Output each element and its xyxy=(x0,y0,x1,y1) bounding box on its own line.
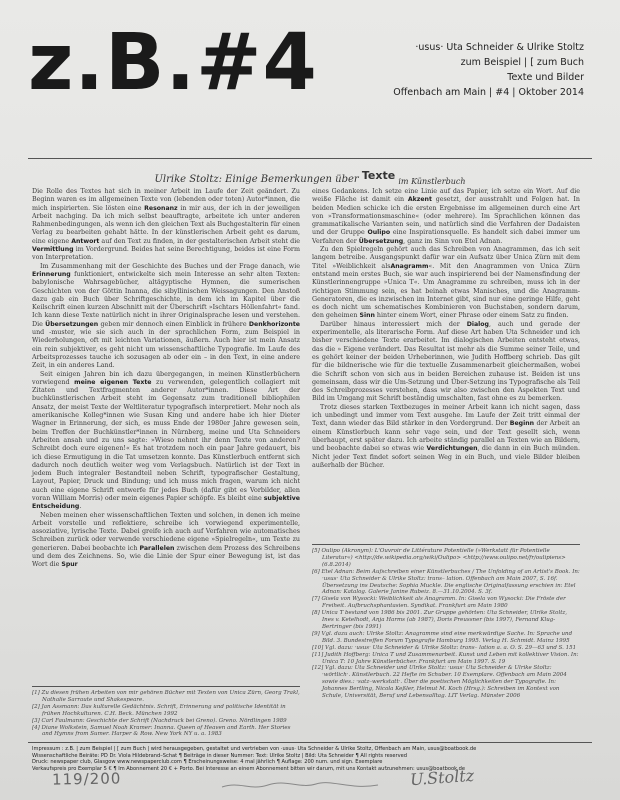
masthead-line-issue: Offenbach am Main | #4 | Oktober 2014 xyxy=(393,87,584,98)
masthead-brand: z.B.#4 xyxy=(28,18,318,108)
text-column-right xyxy=(312,188,580,470)
imprint-line: Wissenschaftliche Beiräte: PD Dr. Viola Hildebrand–Schat ¶ Beiträge in dieser Nummer: Text: Ulrike Stoltz | Bild: Uta Schneider ¶ All rights reserved xyxy=(32,752,407,759)
paragraph: Zu den Spielregeln gehört auch das Schreiben von Anagrammen, das ich seit langem betreibe. Ausgangspunkt dafür war ein Aufsatz über Unica Zürn mit dem Titel »Weiblichkeit alsAnagramm«. Mit den Anagrammen von Unica Zürn entstand mein erstes Buch, sie war auch inspirierend bei der Namensfindung der Künstlerinnengruppe »Unica T«. Um Anagramme zu schreiben, muss ich in der richtigen Stimmung sein, es hat beinah etwas Manisches, und die Anagramm-Generatoren, die es inzwischen im Internet gibt, sind nur eine geringe Hilfe, geht es doch nicht um schematisches Kombinieren von Buchstaben, sondern darum, den geheimen Sinn hinter einem Wort, einer Phrase oder einem Satz zu finden. xyxy=(312,246,581,320)
footnote: [7] Gisela von Wysocki: Weiblichkeit als Anagramm. In: Gisela von Wysocki: Die Fröste der Freiheit. Aufbruchsphantasien. Syndikat. Frankfurt am Main 1980 xyxy=(312,596,566,610)
masthead-line-series: zum Beispiel | [ zum Buch xyxy=(460,57,584,68)
masthead-info xyxy=(354,40,584,100)
footnote: [9] Vgl. dazu auch: Ulrike Stoltz: Anagramme sind eine merkwürdige Sache. In: Sprache und Bild. 3. Bundestreffen Forum Typografie Hamburg 1995. Verlag H. Schmidt. Mainz 1995 xyxy=(312,630,573,644)
paragraph: Trotz dieses starken Textbezuges in meiner Arbeit kann ich nicht sagen, dass ich unbedingt und immer vom Text ausgehe. Im Laufe der Zeit tritt einmal der Text, dann wieder das Bild stärker in den Vordergrund. Der Beginn der Arbeit an einem Künstlerbuch kann sehr vage sein, und der Text gesellt sich, wenn überhaupt, erst später dazu. Ich arbeite ständig parallel an Texten wie an Bildern, und beobachte dabei so etwas wie Verdichtungen, die dann in ein Buch münden. Nicht jeder Text findet sofort seinen Weg in ein Buch, und viele Bilder bleiben außerhalb der Bücher. xyxy=(312,403,580,469)
footnotes-left xyxy=(32,690,300,738)
title-pre: Ulrike Stoltz: Einige Bemerkungen über xyxy=(154,174,359,185)
footnotes-right xyxy=(312,548,580,700)
footnote: [8] Unica T bestand von 1986 bis 2001. Zur Gruppe gehörten: Uta Schneider, Ulrike Stoltz, Ines v. Ketelhodt, Anja Harms (ab 1987), Doris Preussner (bis 1997), Fernand Klug-Bertringer (bis 1991) xyxy=(312,610,568,630)
imprint-line: Impressum : z.B. | zum Beispiel | [ zum Buch | wird herausgegeben, gestaltet und vertrieben von ·usus· Uta Schneider & Ulrike Stoltz, Offenbach am Main, usus@boatbook.de xyxy=(32,746,477,752)
footnote: [12] Vgl. dazu: Uta Schneider und Ulrike Stoltz: ·usus· Uta Schneider & Ulrike Stoltz: ·wörtlich·. Künstlerbuch. 22 Hefte im Schuber. 10 Exemplare. Offenbach am Main 2004 sowie dies.: ·satz–werkstatt·. Über die poetischen Möglichkeiten der Typografie. In: Johannes Bertling, Nicola Keßler, Helmut M. Koch (Hrsg.): Schreiben im Kontext von Schule, Universität, Beruf und Lebensalltag. LIT Verlag. Münster 2006 xyxy=(312,665,567,700)
pencil-scribble xyxy=(220,779,380,793)
paragraph: Im Zusammenhang mit der Geschichte des Buches und der Frage danach, wie Erinnerung funktioniert, entwickelte sich mein Interesse an sehr alten Texten: babylonische Wahrsagebücher, altägyptische Hymnen, die sumerischen Geschichten von der Göttin Inanna, die sibyllinischen Weissagungen. Den Anstoß dazu gab ein Buch über Schriftgeschichte, in dem ich im Kapitel über die Keilschrift einen kurzen Abschnitt mit der Überschrift »Ischtars Höllenfahrt« fand. Ich kann diese Texte natürlich nicht in ihrer Originalsprache lesen und verstehen. Die Übersetzungen geben mir dennoch einen Einblick in frühere Denkhorizonte und -muster, wie sie sich auch in der sprachlichen Form, zum Beispiel in Wiederholungen, oft mit leichten Variationen, äußern. Auch hier ist mein Ansatz ein rein subjektiver, es geht nicht um wissenschaftliche Typografie. Im Laufe des Arbeitsprozesses tauche ich sozusagen ab oder ein – in den Text, in eine andere Zeit, in ein anderes Land. xyxy=(32,262,300,370)
text-column-left xyxy=(32,188,300,570)
paragraph: Die Rolle des Textes hat sich in meiner Arbeit im Laufe der Zeit geändert. Zu Beginn waren es im allgemeinen Texte von (lebenden oder toten) Autor*innen, die mich inspirierten. Sie lösten eine Resonanz in mir aus, der ich in der jeweiligen Arbeit nachging. Da ich mich selbst beauftragte, arbeitete ich unter anderen Rahmenbedingungen, als wenn ich den gleichen Text als Buchgestalterin für einen Verlag zu bearbeiten gehabt hätte. In der künstlerischen Arbeit geht es darum, eine eigene Antwort auf den Text zu finden, in der gestalterischen Arbeit steht die Vermittlung im Vordergrund. Beides hat seine Berechtigung, beides ist eine Form von Interpretation. xyxy=(32,188,300,262)
footnote-rule-right xyxy=(312,544,580,545)
footnote: [1] Zu diesen frühen Arbeiten von mir gehören Bücher mit Texten von Unica Zürn, Georg Trakl, Nathalie Sarraute und Shakespeare. xyxy=(32,690,300,703)
footnote: [6] Etel Adnan: Beim Aufschreiben einer Künstlerbuches / The Unfolding of an Artist's Book. In: ·usus· Uta Schneider & Ulrike Stoltz: trans– lation. Offenbach am Main 2007, S. 16f. Übersetzung ins Deutsche: Sophia Muckle. Die englische Originalfassung erschien in: Etel Adnan: Katalog. Galerie Janine Rubeiz. 8.—31.10.2004. S. 3f. xyxy=(312,568,580,596)
footnote: [10] Vgl. dazu: ·usus· Uta Schneider & Ulrike Stoltz: trans– lation a. a. O. S. 29—63 und S. 151 xyxy=(312,644,577,651)
header-rule xyxy=(28,158,592,159)
paragraph: Neben meinen eher wissenschaftlichen Texten und solchen, in denen ich meine Arbeit vorstelle und reflektiere, schreibe ich vorwiegend experimentelle, assoziative, lyrische Texte. Dabei greife ich auch auf Verfahren wie automatisches Schreiben zurück oder verwende verschiedene eigene »Spielregeln«, um Texte zu generieren. Dabei beobachte ich Parallelen zwischen dem Prozess des Schreibens und dem des Zeichnens. So, wie die Linie der Spur einer Bewegung ist, ist das Wort die Spur xyxy=(32,511,300,569)
footnote-rule-left xyxy=(32,686,300,687)
imprint-line: Verkaufspreis pro Exemplar 5 € ¶ Im Abonnement 20 € + Porto. Bei Interesse an einem Abonnement bitten wir darum, mit uns Kontakt aufzunehmen: usus@boatbook.de xyxy=(32,765,466,772)
imprint xyxy=(32,746,588,772)
title-post: im Künstlerbuch xyxy=(398,177,466,186)
footnote: [3] Carl Faulmann: Geschichte der Schrift (Nachdruck bei Greno). Greno. Nördlingen 1989 xyxy=(32,717,287,724)
paragraph: Seit einigen Jahren bin ich dazu übergegangen, in meinen Künstlerbüchern vorwiegend meine eigenen Texte zu verwenden, gelegentlich collagiert mit Zitaten und Textfragmenten anderer Autor*innen. Diese Art der buchkünstlerischen Arbeit steht im Gegensatz zum traditionell bibliophilen Ansatz, der meist Texte der Weltliteratur typografisch interpretiert. Mehr noch als amerikanische Kolleg*innen wie Susan King und andere habe ich hier Dieter Wagner in Erinnerung, der sich, es muss Ende der 1980er Jahre gewesen sein, beim Treffen der Buchkünstler*innen in Nürnberg, meine und Uta Schneiders Arbeiten ansah und zu uns sagte: »Wieso nehmt ihr denn Texte von anderen? Schreibt doch eure eigenen!« Es hat trotzdem noch ein paar Jahre gedauert, bis ich diese Ermutigung in die Tat umsetzen konnte. Das Künstlerbuch entfernt sich dadurch noch deutlich weiter weg vom Verlagsbuch. Natürlich ist der Text in jedem Buch integraler Bestandteil neben Schrift, typografischer Gestaltung, Layout, Papier, Druck und Bindung; und ich muss mich fragen, warum ich nicht auch eine eigene Schrift entwerfe für jedes Buch (dafür gibt es Vorbilder, allen voran William Morris) oder mein eigenes Papier schöpfe. Es bleibt eine subjektive Entscheidung. xyxy=(32,370,300,511)
masthead-line-subtitle: Texte und Bilder xyxy=(507,72,584,83)
paragraph: Darüber hinaus interessiert mich der Dialog, auch und gerade der experimentelle, als literarische Form. Auf diese Art haben Uta Schneider und ich bisher verschiedene Texte erarbeitet. Im dialogischen Arbeiten entsteht etwas, das die » Eigene verändert. Das Resultat ist mehr als die Summe seiner Teile, und es gehört keiner der beiden Urheberinnen, wie Judith Hoffberg schrieb. Das gilt für die bildnerische wie für die textuelle Zusammenarbeit gleichermaßen, wobei die Schrift schon von sich aus in beiden Bereichen zuhause ist. Beiden ist uns gemeinsam, dass wir die Um-Setzung und Über-Setzung ins Typografische als Teil des Schreibprozesses verstehen, dass wir also zwischen den Aspekten Text und Bild im Umgang mit Schrift beständig umschalten, fast ohne es zu bemerken. xyxy=(312,320,580,403)
footnote: [11] Judith Hoffberg: Unica T und Zusammenarbeit. Kunst und Leben mit kollektiver Vision. In: Unica T: 10 Jahre Künstlerbücher. Frankfurt am Main 1997. S. 19 xyxy=(312,651,579,665)
footnote: [2] Jan Assmann: Das kulturelle Gedächtnis. Schrift, Erinnerung und politische Identität in frühen Hochkulturen. C.H. Beck. München 1992 xyxy=(32,703,286,717)
imprint-rule xyxy=(28,742,592,743)
footnote: [4] Diane Wolkstein, Samuel Noah Kramer: Inanna. Queen of Heaven and Earth. Her Stories and Hymns from Sumer. Harper & Row. New York NY u. a. 1983 xyxy=(32,724,291,738)
masthead-line-publisher: ·usus· Uta Schneider & Ulrike Stoltz xyxy=(415,42,584,53)
paragraph: eines Gedankens. Ich setze eine Linie auf das Papier, ich setze ein Wort. Auf die weiße Fläche ist damit ein Akzent gesetzt, der ausstrahlt und Folgen hat. In beiden Medien schicke ich die ersten Ergebnisse im allgemeinen durch eine Art von »Transformationsmaschine« (oder mehrere). Im Sprachlichen können das grammatikalische Varianten sein, und natürlich sind die Verfahren der Dadaisten und der Gruppe Oulipo eine Inspirationsquelle. Es handelt sich dabei immer um Verfahren der Übersetzung, ganz im Sinn von Etel Adnan. xyxy=(312,188,580,245)
edition-number-handwritten: 119/200 xyxy=(51,769,122,789)
imprint-line: Druck: newspaper club, Glasgow www.newspaperclub.com ¶ Erscheinungsweise: 4 mal jährlich ¶ Auflage: 200 num. und sign. Exemplare xyxy=(32,759,383,766)
article-title xyxy=(28,169,592,186)
signature-handwritten: U.Stoltz xyxy=(409,765,475,790)
title-word: Texte xyxy=(361,169,396,182)
footnote: [5] Oulipo (Akronym): L'Ouvroir de Littérature Potentielle (»Werkstatt für Potentielle Literatur«) <http://de.wikipedia.org/wiki/Oulipo> <http://www.oulipo.net/fr/oulipiens> (6.8.2014) xyxy=(312,548,566,568)
